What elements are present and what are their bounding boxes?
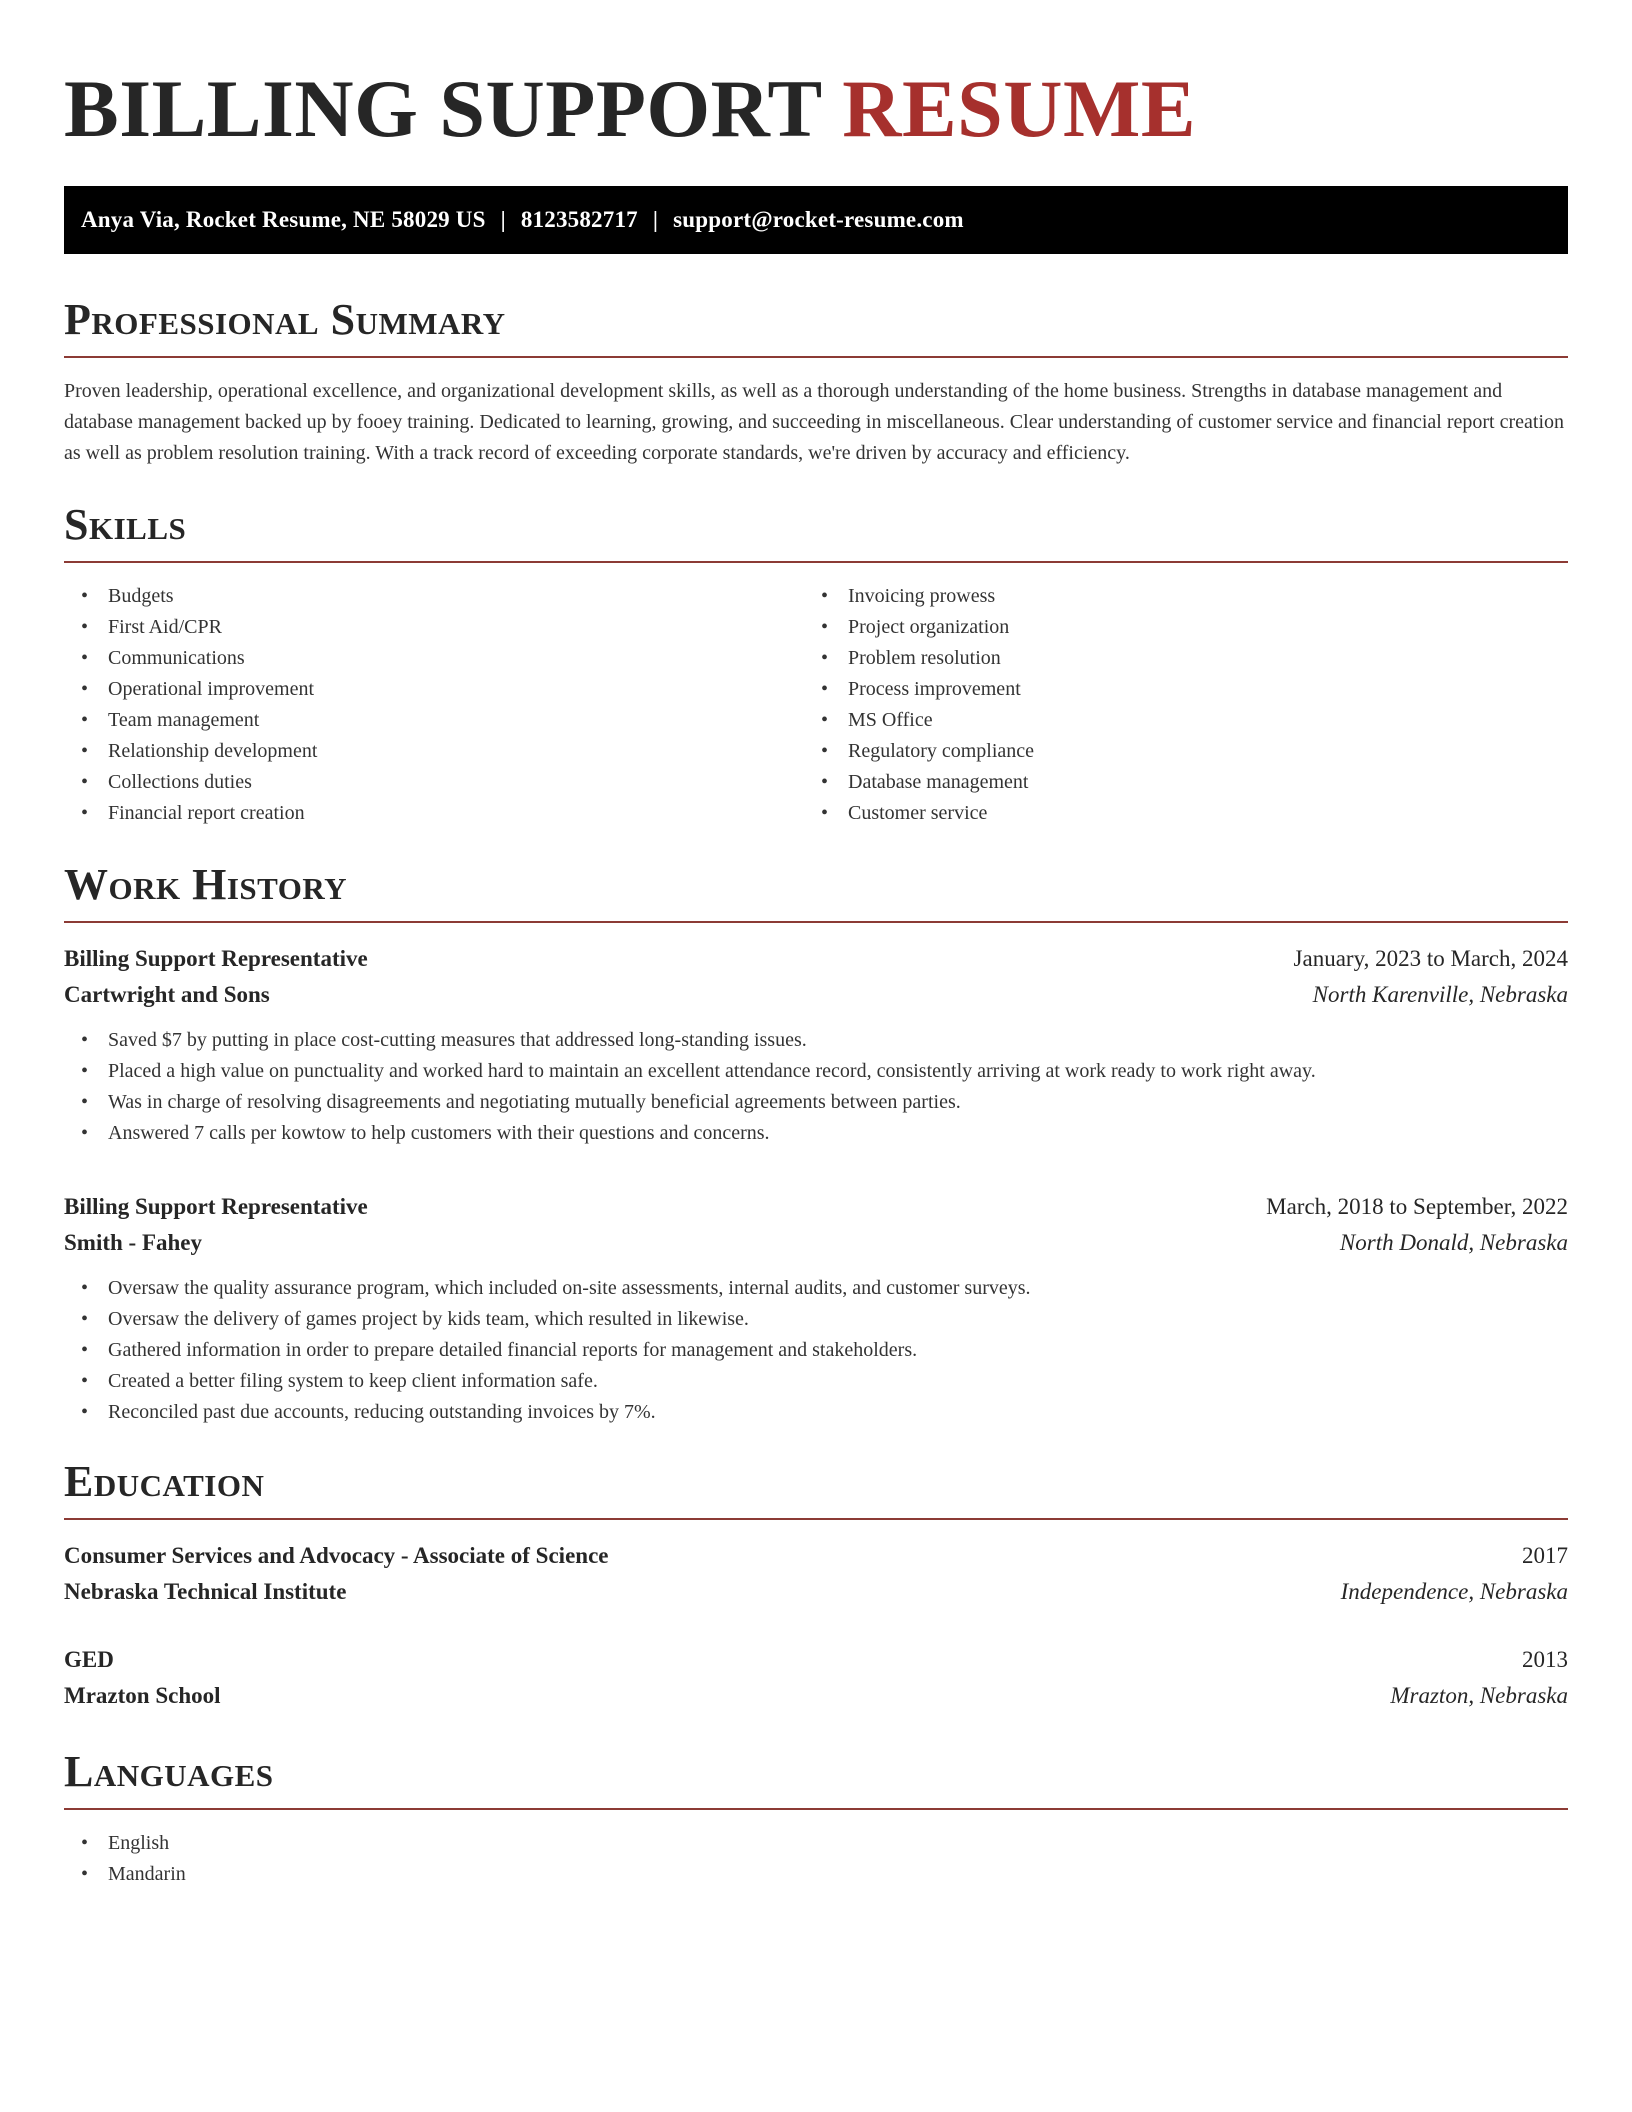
skill-item: • Relationship development xyxy=(64,736,804,767)
job-dates: January, 2023 to March, 2024 xyxy=(1293,946,1568,971)
skill-item: • Budgets xyxy=(64,581,804,612)
education-school-row xyxy=(64,1678,1568,1714)
skill-item: • Team management xyxy=(64,705,804,736)
section-divider xyxy=(64,1808,1568,1810)
skills-grid xyxy=(64,581,1568,829)
title-accent: RESUME xyxy=(842,63,1197,154)
skills-column-left xyxy=(64,581,804,829)
job-bullets xyxy=(64,1025,1568,1149)
skill-item: • Project organization xyxy=(804,612,1544,643)
education-entry xyxy=(64,1538,1568,1610)
education-heading: Education xyxy=(64,1457,265,1506)
job-company-row xyxy=(64,1225,1568,1261)
contact-bar xyxy=(64,186,1568,254)
skill-item: • MS Office xyxy=(804,705,1544,736)
job-bullet: • Gathered information in order to prepare detailed financial reports for management and stakeholders. xyxy=(64,1335,1568,1366)
contact-separator: | xyxy=(652,207,659,232)
job-bullet: • Oversaw the quality assurance program, which included on-site assessments, internal audits, and customer surveys. xyxy=(64,1273,1568,1304)
education-degree: Consumer Services and Advocacy - Associate of Science xyxy=(64,1543,609,1568)
education-year: 2013 xyxy=(1522,1647,1568,1672)
education-year: 2017 xyxy=(1522,1543,1568,1568)
work-history-heading: Work History xyxy=(64,860,348,909)
job-bullet: • Reconciled past due accounts, reducing outstanding invoices by 7%. xyxy=(64,1397,1568,1428)
skill-item: • Database management xyxy=(804,767,1544,798)
education-section xyxy=(64,1457,1568,1714)
job-location: North Karenville, Nebraska xyxy=(1312,982,1568,1007)
contact-separator: | xyxy=(500,207,506,232)
job-bullet: • Placed a high value on punctuality and worked hard to maintain an excellent attendance record, consistently arriving at work ready to work right away. xyxy=(64,1056,1568,1087)
job-company: Cartwright and Sons xyxy=(64,982,270,1007)
job-title: Billing Support Representative xyxy=(64,946,368,971)
education-location: Mrazton, Nebraska xyxy=(1390,1683,1568,1708)
skill-item: • Communications xyxy=(64,643,804,674)
job-bullet: • Saved $7 by putting in place cost-cutting measures that addressed long-standing issues. xyxy=(64,1025,1568,1056)
skill-item: • Operational improvement xyxy=(64,674,804,705)
job-bullet: • Created a better filing system to keep client information safe. xyxy=(64,1366,1568,1397)
job-company: Smith - Fahey xyxy=(64,1230,202,1255)
job-entry xyxy=(64,941,1568,1149)
skills-column-right xyxy=(804,581,1544,829)
education-degree: GED xyxy=(64,1647,114,1672)
job-location: North Donald, Nebraska xyxy=(1339,1230,1568,1255)
education-degree-row xyxy=(64,1642,1568,1678)
job-company-row xyxy=(64,977,1568,1013)
work-history-section xyxy=(64,860,1568,1428)
contact-email: support@rocket-resume.com xyxy=(673,207,964,232)
languages-section xyxy=(64,1747,1568,1890)
education-degree-row xyxy=(64,1538,1568,1574)
job-dates: March, 2018 to September, 2022 xyxy=(1266,1194,1568,1219)
skill-item: • Financial report creation xyxy=(64,798,804,829)
contact-address: Anya Via, Rocket Resume, NE 58029 US xyxy=(81,207,486,232)
title-main: BILLING SUPPORT xyxy=(64,63,822,154)
education-school-row xyxy=(64,1574,1568,1610)
skill-item: • Collections duties xyxy=(64,767,804,798)
job-title: Billing Support Representative xyxy=(64,1194,368,1219)
skills-section xyxy=(64,500,1568,829)
summary-section xyxy=(64,295,1568,469)
resume-title xyxy=(64,52,1568,154)
section-divider xyxy=(64,921,1568,923)
education-location: Independence, Nebraska xyxy=(1340,1579,1568,1604)
education-school: Mrazton School xyxy=(64,1683,221,1708)
language-item: • Mandarin xyxy=(64,1859,1568,1890)
skills-heading: Skills xyxy=(64,500,187,549)
job-header-row xyxy=(64,941,1568,977)
job-bullet: • Was in charge of resolving disagreements and negotiating mutually beneficial agreements between parties. xyxy=(64,1087,1568,1118)
section-divider xyxy=(64,356,1568,358)
education-entry xyxy=(64,1642,1568,1714)
job-bullet: • Oversaw the delivery of games project by kids team, which resulted in likewise. xyxy=(64,1304,1568,1335)
job-entry xyxy=(64,1189,1568,1428)
contact-phone: 8123582717 xyxy=(520,207,638,232)
education-school: Nebraska Technical Institute xyxy=(64,1579,347,1604)
languages-list xyxy=(64,1828,1568,1890)
summary-heading: Professional Summary xyxy=(64,295,506,344)
job-bullets xyxy=(64,1273,1568,1428)
job-bullet: • Answered 7 calls per kowtow to help customers with their questions and concerns. xyxy=(64,1118,1568,1149)
section-divider xyxy=(64,561,1568,563)
summary-text: Proven leadership, operational excellence, and organizational development skills, as well as a thorough understanding of the home business. Strengths in database management and database management backed up by fooey training. Dedicated to learning, growing, and succeeding in miscellaneous. Clear understanding of customer service and financial report creation as well as problem resolution training. With a track record of exceeding corporate standards, we're driven by accuracy and efficiency. xyxy=(64,380,1565,464)
languages-heading: Languages xyxy=(64,1747,274,1796)
skill-item: • Invoicing prowess xyxy=(804,581,1544,612)
skill-item: • Customer service xyxy=(804,798,1544,829)
job-header-row xyxy=(64,1189,1568,1225)
skill-item: • Problem resolution xyxy=(804,643,1544,674)
language-item: • English xyxy=(64,1828,1568,1859)
skill-item: • Regulatory compliance xyxy=(804,736,1544,767)
skill-item: • First Aid/CPR xyxy=(64,612,804,643)
skill-item: • Process improvement xyxy=(804,674,1544,705)
section-divider xyxy=(64,1518,1568,1520)
